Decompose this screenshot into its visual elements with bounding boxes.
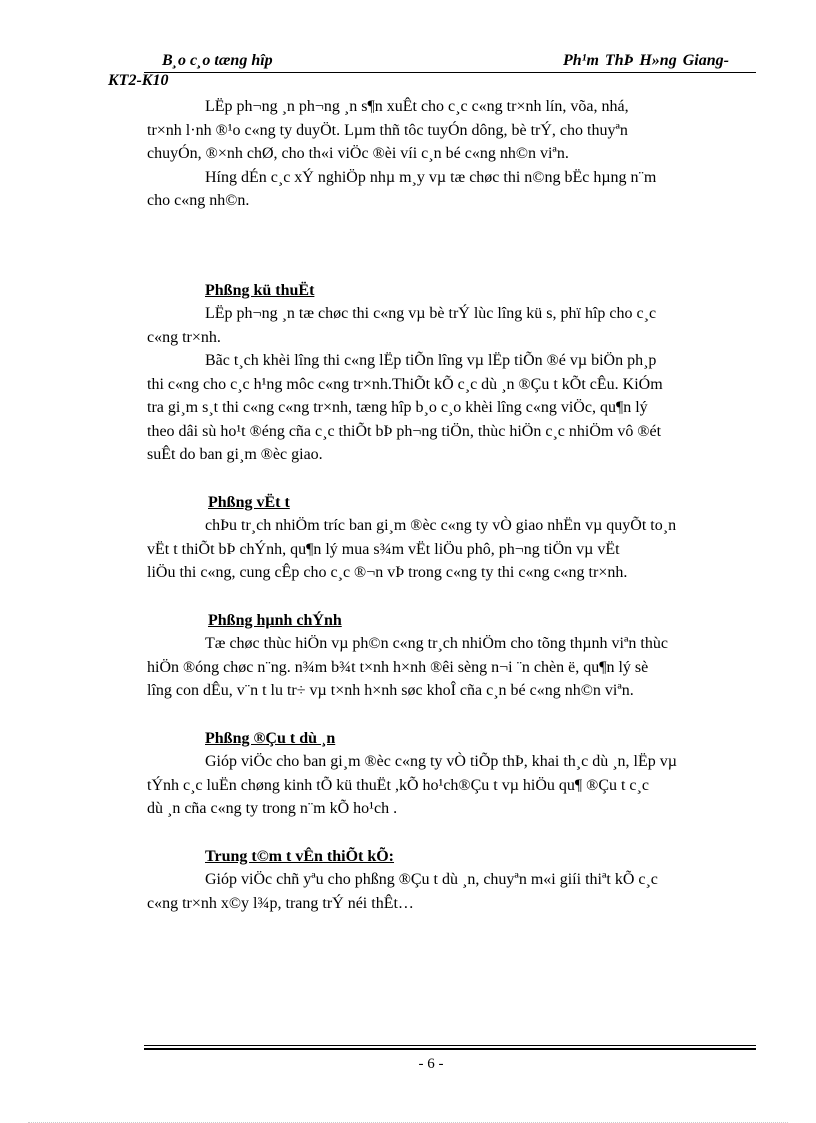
author-name: Ph¹m ThÞ H»ng Giang-: [563, 52, 729, 69]
text-line: Tæ chøc thùc hiÖn vµ ph©n c«ng tr¸ch nhiÖm cho tõng thµnh viªn thùc: [205, 635, 668, 652]
text-line: LËp ph¬ng ¸n tæ chøc thi c«ng vµ bè trÝ lùc lîng kü s, phï hîp cho c¸c: [205, 305, 657, 322]
footer-rule-thick: [144, 1048, 756, 1050]
section-investment: [147, 727, 757, 821]
section-technical: [147, 279, 757, 467]
intro-paragraph-1: [147, 95, 757, 166]
section-paragraph: [147, 349, 757, 467]
text-line: cho c«ng nh©n.: [147, 192, 250, 209]
text-line: tÝnh c¸c luËn chøng kinh tÕ kü thuËt ,kÕ ho¹ch®Çu t vµ hiÖu qu¶ ®Çu t c¸c: [147, 776, 649, 794]
text-line: Bãc t¸ch khèi lîng thi c«ng lËp tiÕn lîng vµ lËp tiÕn ®é vµ biÖn ph¸p: [205, 352, 657, 369]
page-number: - 6 -: [418, 1056, 444, 1072]
text-line: hiÖn ®óng chøc n¨ng. n¾m b¾t t×nh h×nh ®êi sèng n¬i ¨n chèn ë, qu¶n lý sè: [147, 658, 649, 676]
text-line: tra gi¸m s¸t thi c«ng c«ng tr×nh, tæng hîp b¸o c¸o khèi lîng c«ng viÖc, qu¶n lý: [147, 399, 648, 416]
text-line: chÞu tr¸ch nhiÖm tríc ban gi¸m ®èc c«ng ty vÒ giao nhËn vµ quyÕt to¸n: [205, 517, 677, 534]
section-title: Phßng kü thuËt: [205, 281, 315, 299]
section-materials: [147, 491, 757, 585]
text-line: tr×nh l·nh ®¹o c«ng ty duyÖt. Lµm thñ tôc tuyÓn dông, bè trÝ, cho thuyªn: [147, 121, 628, 139]
section-title: Phßng ®Çu t dù ¸n: [205, 729, 336, 747]
section-design-center: [147, 845, 757, 916]
author-class-code: KT2-K10: [108, 72, 169, 89]
intro-paragraph-2: [147, 166, 757, 213]
section-paragraph: [147, 750, 757, 821]
text-line: LËp ph¬ng ¸n ph¬ng ¸n s¶n xuÊt cho c¸c c«ng tr×nh lín, võa, nhá,: [205, 98, 629, 115]
section-title: Phßng hµnh chÝnh: [208, 611, 342, 629]
text-line: vËt t thiÕt bÞ chÝnh, qu¶n lý mua s¾m vËt liÖu phô, ph¬ng tiÖn vµ vËt: [147, 540, 620, 558]
footer-rule: [144, 1045, 756, 1046]
text-line: suÊt do ban gi¸m ®èc giao.: [147, 446, 323, 463]
text-line: liÖu thi c«ng, cung cÊp cho c¸c ®¬n vÞ trong c«ng ty thi c«ng c«ng tr×nh.: [147, 564, 628, 581]
text-line: dù ¸n cña c«ng ty trong n¨m kÕ ho¹ch .: [147, 800, 398, 817]
report-title: B¸o c¸o tæng hîp: [162, 52, 273, 69]
text-line: theo dâi sù ho¹t ®éng cña c¸c thiÕt bÞ ph¬ng tiÖn, thùc hiÖn c¸c nhiÖm vô ®ét: [147, 422, 662, 440]
intro-block: [147, 95, 757, 213]
text-line: Híng dÉn c¸c xÝ nghiÖp nhµ m¸y vµ tæ chøc thi n©ng bËc hµng n¨m: [205, 168, 657, 186]
text-line: thi c«ng cho c¸c h¹ng môc c«ng tr×nh.ThiÕt kÕ c¸c dù ¸n ®Çu t kÕt cÊu. KiÓm: [147, 375, 663, 393]
section-paragraph: [147, 302, 757, 349]
section-administration: [147, 609, 757, 703]
section-title: Phßng vËt t: [208, 493, 290, 511]
section-paragraph: [147, 868, 757, 915]
text-line: Gióp viÖc cho ban gi¸m ®èc c«ng ty vÒ tiÕp thÞ, khai th¸c dù ¸n, lËp vµ: [205, 753, 677, 770]
text-line: c«ng tr×nh.: [147, 328, 221, 346]
text-line: c«ng tr×nh x©y l¾p, trang trÝ néi thÊt…: [147, 894, 414, 912]
section-title: Trung t©m t vÊn thiÕt kÕ:: [205, 847, 395, 865]
header-rule: [144, 72, 756, 73]
document-body: [147, 95, 757, 915]
text-line: Gióp viÖc chñ yªu cho phßng ®Çu t dù ¸n, chuyªn m«i giíi thiªt kÕ c¸c: [205, 871, 658, 888]
text-line: chuyÓn, ®×nh chØ, cho th«i viÖc ®èi víi c¸n bé c«ng nh©n viªn.: [147, 145, 569, 162]
text-line: lîng con dÊu, v¨n t lu tr÷ vµ t×nh h×nh søc khoÎ cña c¸n bé c«ng nh©n viªn.: [147, 682, 634, 699]
section-paragraph: [147, 514, 757, 585]
section-paragraph: [147, 632, 757, 703]
